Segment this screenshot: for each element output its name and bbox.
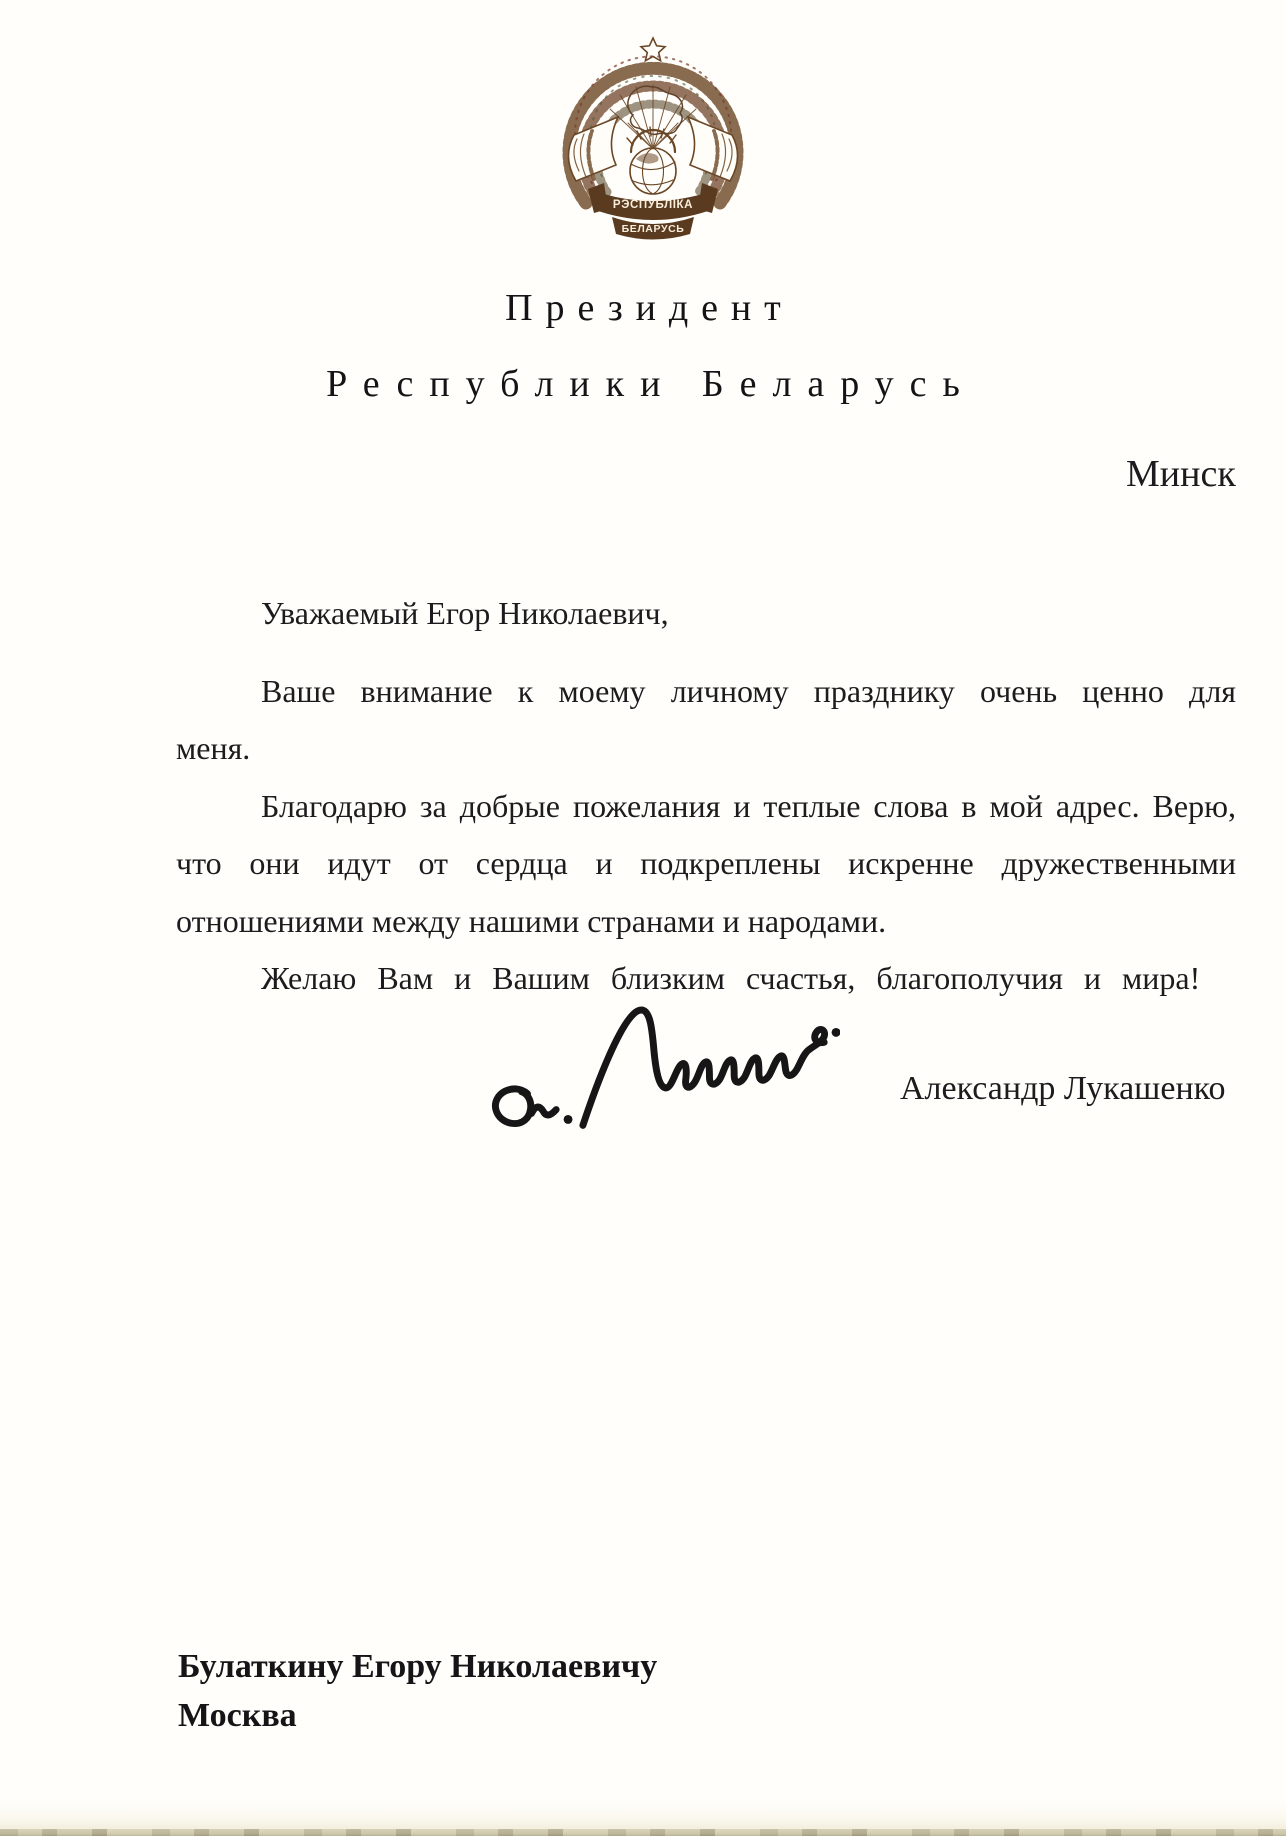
recipient-name: Булаткину Егору Николаевичу: [178, 1648, 658, 1685]
salutation: Уважаемый Егор Николаевич,: [261, 595, 669, 631]
city-label: Минск: [1126, 453, 1236, 495]
handwritten-signature: [484, 992, 840, 1144]
letterhead-title-line2: Республики Беларусь: [326, 363, 976, 405]
ribbon-text-line2: БЕЛАРУСЬ: [621, 223, 685, 235]
belarus-coat-of-arms: [548, 33, 758, 247]
letter-body: [176, 585, 1236, 1008]
letterhead-title-line1: Президент: [505, 287, 794, 329]
recipient-city: Москва: [178, 1697, 297, 1734]
paragraph-1: Ваше внимание к моему личному празднику очень ценно для меня.: [176, 672, 1236, 766]
signature-graphic: [484, 992, 840, 1144]
recipient-block: [178, 1642, 657, 1740]
scan-edge-artifact: [0, 1800, 1286, 1836]
letterhead: [0, 270, 1286, 422]
paragraph-2: Благодарю за добрые пожелания и теплые слова в мой адрес. Верю, что они идут от сердца и подкреплены искренне дружественными отношениями между нашими странами и народами.: [176, 787, 1236, 939]
paragraph-3: Желаю Вам и Вашим близким счастья, благополучия и мира!: [261, 960, 1201, 996]
signer-name: Александр Лукашенко: [900, 1070, 1226, 1107]
belarus-emblem-graphic: [548, 33, 758, 247]
ribbon-text-line1: РЭСПУБЛІКА: [612, 199, 694, 211]
